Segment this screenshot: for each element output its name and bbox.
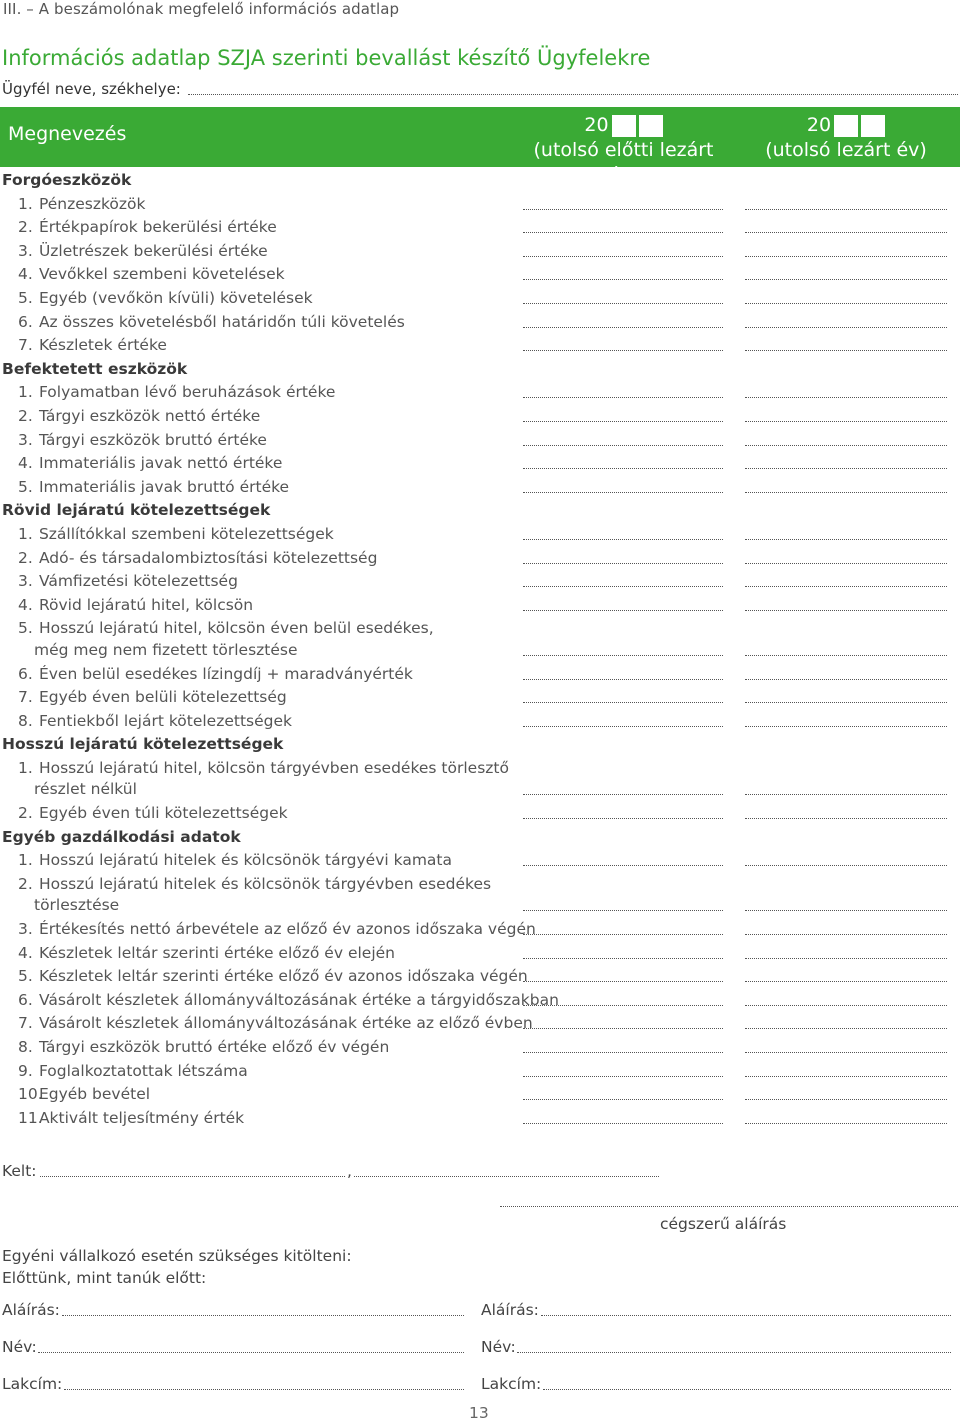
table-row [0,454,960,476]
value-field-previous-year[interactable] [523,679,723,680]
row-text: Tárgyi eszközök bruttó értéke előző év végén [38,1037,390,1056]
row-text: Hosszú lejáratú hitelek és kölcsönök tárgyévi kamata [38,851,452,870]
value-field-last-year[interactable] [745,679,947,680]
group-title: Befektetett eszközök [2,359,188,378]
witness-input-field[interactable] [543,1389,951,1390]
value-field-previous-year[interactable] [523,1076,723,1077]
row-number: 6. [18,664,33,683]
row-text: Vevőkkel szembeni követelések [38,265,285,284]
row-label [18,1014,533,1032]
value-field-last-year[interactable] [745,563,947,564]
table-row [0,967,960,989]
table-row [0,920,960,942]
table-row [0,619,960,641]
table-row [0,641,960,663]
value-field-last-year[interactable] [745,865,947,866]
witness-1-line [2,1375,464,1395]
row-label [18,218,277,236]
sole-trader-note: Egyéni vállalkozó esetén szükséges kitölteni: [2,1247,352,1265]
group-title: Rövid lejáratú kötelezettségek [2,501,271,520]
value-field-last-year[interactable] [745,702,947,703]
page-title: Információs adatlap SZJA szerinti bevallást készítő Ügyfelekre [2,46,651,70]
value-field-previous-year[interactable] [523,586,723,587]
row-label [18,944,395,962]
witness-1-line [2,1301,464,1321]
value-field-last-year[interactable] [745,726,947,727]
witness-2-line [481,1375,951,1395]
table-row [0,991,960,1013]
table-row [0,336,960,358]
row-number: 8. [18,1037,33,1056]
value-field-last-year[interactable] [745,610,947,611]
row-text: törlesztése [34,896,120,915]
row-number: 2. [18,804,33,822]
year-prefix: 20 [806,114,832,136]
row-text: Adó- és társadalombiztosítási kötelezettség [38,548,378,567]
table-row [0,218,960,240]
value-field-last-year[interactable] [745,350,947,351]
row-text: Vámfizetési kötelezettség [38,572,238,591]
row-label [18,454,282,472]
row-number: 7. [18,336,33,355]
value-field-last-year[interactable] [745,586,947,587]
kelt-line [2,1162,662,1182]
year-digit-box[interactable] [639,115,663,137]
row-label [18,525,334,543]
witness-note: Előttünk, mint tanúk előtt: [2,1269,207,1287]
row-label [18,991,559,1009]
row-number: 1. [18,851,33,870]
value-field-previous-year[interactable] [523,981,723,982]
table-row [0,1109,960,1131]
row-number: 4. [18,454,33,473]
year-digit-box[interactable] [612,115,636,137]
group-heading [0,501,960,523]
value-field-previous-year[interactable] [523,421,723,422]
value-field-previous-year[interactable] [523,865,723,866]
value-field-previous-year[interactable] [523,958,723,959]
row-number: 2. [18,874,33,893]
row-text: Üzletrészek bekerülési értéke [38,241,268,260]
value-field-previous-year[interactable] [523,209,723,210]
row-number: 9. [18,1061,33,1080]
witness-2-line [481,1301,951,1321]
table-row [0,549,960,571]
table-row [0,431,960,453]
value-field-previous-year[interactable] [523,468,723,469]
row-label [18,431,267,449]
row-text: Immateriális javak nettó értéke [38,454,283,473]
value-field-last-year[interactable] [745,256,947,257]
value-field-previous-year[interactable] [523,327,723,328]
row-text: Hosszú lejáratú hitel, kölcsön tárgyévben esedékes törlesztő [38,758,509,777]
value-field-previous-year[interactable] [523,655,723,656]
witness-field-label: Név: [481,1338,516,1356]
row-label [18,407,260,425]
year-digit-box[interactable] [834,115,858,137]
group-heading [0,360,960,382]
row-label [18,242,268,260]
row-text: Értékesítés nettó árbevétele az előző év azonos időszaka végén [38,919,536,938]
row-number: 7. [18,1014,33,1033]
row-label [18,1038,389,1056]
row-label [34,780,137,798]
value-field-last-year[interactable] [745,492,947,493]
row-number: 3. [18,572,33,591]
row-number: 5. [18,289,33,307]
table-row [0,712,960,734]
row-text: még meg nem fizetett törlesztése [34,640,298,659]
row-number: 3. [18,241,33,260]
row-text: Egyéb bevétel [38,1085,151,1104]
row-number: 2. [18,218,33,237]
table-row [0,759,960,781]
column-header-last-year [746,113,946,163]
value-field-previous-year[interactable] [523,350,723,351]
row-text: Egyéb (vevőkön kívüli) követelések [38,289,313,307]
value-field-last-year[interactable] [745,1005,947,1006]
table-row [0,195,960,217]
row-number: 5. [18,477,33,496]
row-number: 4. [18,265,33,284]
row-label [18,875,491,893]
value-field-last-year[interactable] [745,655,947,656]
table-row [0,242,960,264]
row-label [18,967,528,985]
value-field-last-year[interactable] [745,910,947,911]
row-text: Rövid lejáratú hitel, kölcsön [38,595,254,614]
value-field-previous-year[interactable] [523,726,723,727]
row-label [18,688,287,706]
row-text: Tárgyi eszközök nettó értéke [38,407,261,425]
group-title: Hosszú lejáratú kötelezettségek [2,735,284,754]
witness-field-label: Aláírás: [481,1301,539,1319]
value-field-previous-year[interactable] [523,539,723,540]
page-number: 13 [469,1404,489,1422]
value-field-last-year[interactable] [745,327,947,328]
value-field-previous-year[interactable] [523,232,723,233]
table-row [0,1062,960,1084]
row-label [18,549,377,567]
row-text: Pénzeszközök [38,194,146,213]
table-row [0,289,960,311]
row-text: Szállítókkal szembeni kötelezettségek [38,525,334,543]
row-label [18,1062,248,1080]
row-number: 1. [18,525,33,543]
value-field-last-year[interactable] [745,1052,947,1053]
row-number: 7. [18,688,33,707]
company-signature-field[interactable] [500,1192,958,1212]
row-text: Készletek leltár szerinti értéke előző év elején [38,943,395,962]
value-field-last-year[interactable] [745,794,947,795]
value-field-last-year[interactable] [745,468,947,469]
table-row [0,572,960,594]
row-number: 10. [18,1085,43,1104]
table-row [0,665,960,687]
row-text: Foglalkoztatottak létszáma [38,1061,248,1080]
table-row [0,688,960,710]
row-number: 6. [18,990,33,1009]
row-label [34,896,119,914]
row-number: 11. [18,1108,43,1127]
row-number: 2. [18,407,33,425]
row-number: 1. [18,758,33,777]
group-title: Forgóeszközök [2,171,132,189]
row-text: Hosszú lejáratú hitel, kölcsön éven belül esedékes, [38,619,434,638]
row-text: Fentiekből lejárt kötelezettségek [38,711,292,730]
row-label [18,1085,150,1103]
table-row [0,896,960,918]
column-caption: (utolsó előtti lezárt év) [533,139,714,186]
name-column-header: Megnevezés [8,123,127,145]
value-field-previous-year[interactable] [523,702,723,703]
value-field-previous-year[interactable] [523,610,723,611]
group-heading [0,735,960,757]
value-field-last-year[interactable] [745,303,947,304]
value-field-last-year[interactable] [745,1028,947,1029]
value-field-previous-year[interactable] [523,934,723,935]
row-number: 1. [18,194,33,213]
row-text: Vásárolt készletek állományváltozásának értéke a tárgyidőszakban [38,990,559,1009]
row-label [18,759,509,777]
row-number: 6. [18,312,33,331]
row-text: Egyéb éven belüli kötelezettség [38,688,287,707]
row-text: Készletek értéke [38,336,167,355]
value-field-last-year[interactable] [745,232,947,233]
table-row [0,407,960,429]
value-field-last-year[interactable] [745,397,947,398]
row-text: Hosszú lejáratú hitelek és kölcsönök tárgyévben esedékes [38,874,492,893]
row-label [18,712,292,730]
row-label [18,851,452,869]
witness-field-label: Név: [2,1338,37,1356]
value-field-previous-year[interactable] [523,1123,723,1124]
table-row [0,313,960,335]
kelt-date-field[interactable] [354,1176,659,1177]
value-field-previous-year[interactable] [523,1028,723,1029]
value-field-previous-year[interactable] [523,794,723,795]
row-label [18,478,289,496]
row-number: 2. [18,548,33,567]
value-field-previous-year[interactable] [523,563,723,564]
table-row [0,944,960,966]
table-row [0,851,960,873]
table-row [0,265,960,287]
row-label [18,665,413,683]
table-row [0,875,960,897]
value-field-previous-year[interactable] [523,397,723,398]
row-label [18,195,145,213]
row-text: Immateriális javak bruttó értéke [38,477,290,496]
table-row [0,478,960,500]
value-field-last-year[interactable] [745,445,947,446]
witness-input-field[interactable] [38,1352,464,1353]
table-row [0,596,960,618]
row-number: 3. [18,919,33,938]
table-row [0,780,960,802]
row-label [18,920,536,938]
row-text: Értékpapírok bekerülési értéke [38,218,277,237]
value-field-previous-year[interactable] [523,1005,723,1006]
row-number: 8. [18,711,33,730]
row-number: 4. [18,943,33,962]
client-field[interactable] [188,94,958,95]
row-text: Készletek leltár szerinti értéke előző év azonos időszaka végén [38,967,528,986]
kelt-label: Kelt: [2,1162,37,1180]
table-row [0,804,960,826]
row-label [34,641,298,659]
witness-2-line [481,1338,951,1358]
value-field-last-year[interactable] [745,981,947,982]
row-label [18,383,335,401]
row-number: 5. [18,967,33,986]
row-text: Egyéb éven túli kötelezettségek [38,804,288,822]
table-row [0,1014,960,1036]
row-text: Éven belül esedékes lízingdíj + maradványérték [38,664,413,683]
kelt-separator: , [347,1162,352,1180]
row-text: Folyamatban lévő beruházások értéke [38,383,336,402]
value-field-last-year[interactable] [745,1076,947,1077]
witness-field-label: Lakcím: [2,1375,63,1393]
value-field-last-year[interactable] [745,1123,947,1124]
value-field-previous-year[interactable] [523,445,723,446]
witness-field-label: Aláírás: [2,1301,60,1319]
value-field-last-year[interactable] [745,539,947,540]
row-label [18,336,167,354]
row-label [18,313,405,331]
row-label [18,289,313,307]
value-field-last-year[interactable] [745,209,947,210]
row-text: részlet nélkül [34,780,137,799]
witness-input-field[interactable] [541,1315,951,1316]
value-field-previous-year[interactable] [523,818,723,819]
row-text: Aktivált teljesítmény érték [38,1108,245,1127]
value-field-previous-year[interactable] [523,1052,723,1053]
value-field-last-year[interactable] [745,421,947,422]
row-label [18,1109,244,1127]
value-field-previous-year[interactable] [523,910,723,911]
signature-caption: cégszerű aláírás [660,1215,787,1233]
value-field-previous-year[interactable] [523,256,723,257]
section-header: III. – A beszámolónak megfelelő információs adatlap [3,0,400,18]
row-label [18,265,285,283]
row-label [18,619,434,637]
witness-field-label: Lakcím: [481,1375,542,1393]
row-label [18,596,253,614]
witness-input-field[interactable] [62,1315,464,1316]
client-row [2,80,958,100]
value-field-last-year[interactable] [745,934,947,935]
row-label [18,572,238,590]
witness-1-line [2,1338,464,1358]
row-text: Az összes követelésből határidőn túli követelés [38,312,405,331]
row-number: 5. [18,619,33,638]
column-caption: (utolsó lezárt év) [765,139,927,161]
value-field-last-year[interactable] [745,1099,947,1100]
kelt-place-field[interactable] [40,1176,345,1177]
table-row [0,1038,960,1060]
value-field-last-year[interactable] [745,279,947,280]
group-heading [0,828,960,850]
value-field-previous-year[interactable] [523,1099,723,1100]
row-label [18,804,288,822]
value-field-previous-year[interactable] [523,303,723,304]
year-digit-box[interactable] [861,115,885,137]
client-label: Ügyfél neve, székhelye: [2,80,181,98]
row-number: 4. [18,595,33,614]
year-prefix: 20 [584,114,609,136]
value-field-last-year[interactable] [745,958,947,959]
row-number: 3. [18,430,33,449]
value-field-last-year[interactable] [745,818,947,819]
row-text: Vásárolt készletek állományváltozásának értéke az előző évben [38,1014,533,1033]
witness-input-field[interactable] [517,1352,951,1353]
row-number: 1. [18,383,33,402]
group-title: Egyéb gazdálkodási adatok [2,827,241,846]
row-text: Tárgyi eszközök bruttó értéke [38,430,267,449]
value-field-previous-year[interactable] [523,492,723,493]
witness-input-field[interactable] [64,1389,464,1390]
table-row [0,383,960,405]
table-row [0,1085,960,1107]
group-heading [0,171,960,193]
value-field-previous-year[interactable] [523,279,723,280]
table-row [0,525,960,547]
